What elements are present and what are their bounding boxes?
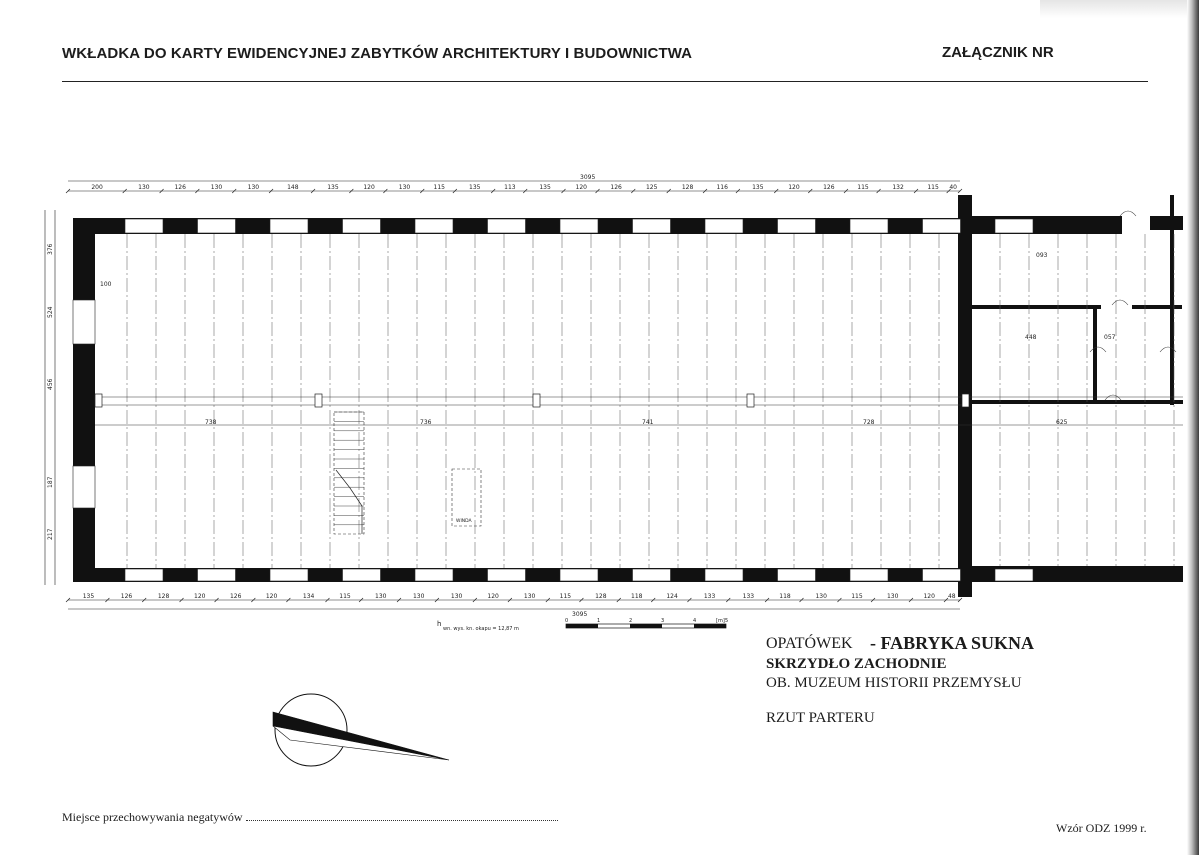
overall-length-top: 3095 [580,174,596,181]
document-title: WKŁADKA DO KARTY EWIDENCYJNEJ ZABYTKÓW ARCHITEKTURY I BUDOWNICTWA [62,45,693,62]
form-version-label: Wzór ODZ 1999 r. [1056,821,1147,835]
dim-top-value: 130 [398,184,411,191]
dim-bottom-value: 126 [229,593,242,600]
north-window [560,219,598,233]
dim-top-value: 130 [247,184,260,191]
dim-bottom-value: 118 [631,593,643,600]
annex-room-wall [969,305,1101,309]
dim-bottom-value: 130 [412,593,425,600]
dim-bottom-value: 134 [302,593,315,600]
dim-bottom-value: 128 [157,593,170,600]
dim-top-value: 115 [857,184,869,191]
dim-top-value: 115 [433,184,446,191]
south-window [923,569,961,581]
left-dim-value: 187 [47,476,54,488]
negatives-storage-label: Miejsce przechowywania negatywów [62,810,243,824]
dim-bottom-value: 130 [886,593,899,600]
south-window [343,569,381,581]
dim-bottom-value: 48 [947,593,956,600]
south-window [705,569,743,581]
scan-shadow-right [1187,0,1199,855]
scale-tick-label: 3 [661,618,665,624]
bottom-dimension-chain [66,593,962,618]
annex-east-wall [1170,195,1174,405]
door-swing [1090,347,1106,352]
bay-label: 741 [642,419,654,426]
stair-arrow [336,470,362,534]
dim-bottom-value: 118 [779,593,791,600]
north-arrow-icon [273,694,449,766]
scale-tick-label: 1 [597,618,601,624]
column [962,394,969,407]
annex-room-wall-2 [1093,309,1097,401]
dim-top-value: 120 [363,184,375,191]
dim-bottom-value: 124 [666,593,678,600]
dim-bottom-value: 115 [339,593,351,600]
north-window [923,219,961,233]
dim-bottom-value: 128 [595,593,607,600]
dim-bottom-value: 120 [265,593,278,600]
scale-unit: [m] [716,618,725,624]
opening-label: 100 [100,281,112,288]
annex-room-wall-3 [1132,305,1182,309]
dim-top-value: 120 [788,184,800,191]
left-dim-value: 456 [47,378,54,390]
west-wall [73,218,95,582]
north-window [488,219,526,233]
annex-number-label: ZAŁĄCZNIK NR [942,44,1054,61]
room-label: 093 [1036,252,1048,259]
north-window [270,219,308,233]
dim-bottom-value: 115 [559,593,572,600]
negatives-storage-field [246,820,558,821]
dim-top-value: 130 [210,184,223,191]
dim-bottom-value: 133 [703,593,716,600]
scale-tick-label: 5 [725,618,729,624]
title-block-name: - FABRYKA SUKNA [870,633,1035,653]
scale-segment [694,624,726,628]
title-block-view: RZUT PARTERU [766,710,875,726]
bay-label: 728 [863,419,875,426]
dim-top-value: 113 [504,184,516,191]
south-window [778,569,816,581]
dim-top-value: 132 [892,184,904,191]
dim-bottom-value: 126 [120,593,133,600]
title-block-owner: OB. MUZEUM HISTORII PRZEMYSŁU [766,675,1022,691]
title-block-place: OPATÓWEK [766,635,853,652]
dim-top-value: 200 [91,184,103,191]
north-window [850,219,888,233]
dim-top-value: 135 [469,184,481,191]
dim-top-value: 148 [287,184,299,191]
left-dim-value: 376 [47,243,54,255]
height-note-h: h [437,620,442,628]
north-window [633,219,671,233]
lift-shaft [452,469,481,526]
north-window [415,219,453,233]
south-window [488,569,526,581]
dim-bottom-value: 120 [194,593,206,600]
column [95,394,102,407]
column [533,394,540,407]
door-swing [1105,395,1121,400]
scale-tick-label: 4 [693,618,697,624]
dim-top-value: 126 [610,184,622,191]
title-block-wing: SKRZYDŁO ZACHODNIE [766,656,947,672]
north-window [705,219,743,233]
scale-segment [630,624,662,628]
bay-label: 736 [420,419,432,426]
north-window [778,219,816,233]
north-window [198,219,236,233]
overall-length-bottom: 3095 [572,611,588,618]
dim-bottom-value: 115 [851,593,863,600]
scale-tick-label: 0 [565,618,569,624]
annex-north-wall [972,216,1122,234]
plan-static-geometry [73,195,1183,597]
dim-top-value: 126 [823,184,835,191]
dim-top-value: 135 [327,184,339,191]
dim-top-value: 130 [138,184,150,191]
west-window [73,300,95,344]
left-dim-value: 524 [47,306,54,318]
dim-top-value: 125 [645,184,658,191]
dim-top-value: 135 [752,184,764,191]
scale-bar [565,618,728,628]
dim-bottom-value: 120 [923,593,935,600]
dim-bottom-value: 135 [82,593,95,600]
column [315,394,322,407]
height-note-text: wn. wys. kn. okapu = 12,87 m [443,626,519,632]
dim-top-value: 120 [575,184,587,191]
room-label: 057 [1104,334,1116,341]
dim-bottom-value: 133 [742,593,755,600]
left-dim-value: 217 [47,528,54,540]
dim-top-value: 115 [927,184,939,191]
west-window [73,466,95,508]
bay-label: 738 [205,419,217,426]
lift-label: WINDA [456,519,472,524]
scale-segment [566,624,598,628]
north-window [995,219,1033,233]
bay-label: 625 [1056,419,1068,426]
top-dimension-chain [66,174,962,193]
dim-top-value: 128 [681,184,694,191]
south-window [270,569,308,581]
column [747,394,754,407]
door-swing [1120,211,1136,216]
dim-top-value: 116 [716,184,728,191]
dim-top-value: 135 [539,184,551,191]
south-window [560,569,598,581]
north-arrow-needle-light [273,726,449,760]
annex-corridor-wall [969,400,1183,404]
north-window [343,219,381,233]
room-label: 448 [1025,334,1037,341]
south-window [125,569,163,581]
north-window [125,219,163,233]
dim-bottom-value: 130 [375,593,387,600]
dim-bottom-value: 120 [487,593,499,600]
staircase [334,412,364,534]
south-window [198,569,236,581]
annex-partition [966,305,969,567]
south-window [995,569,1033,581]
annex-north-wall-2 [1150,216,1183,230]
south-window [415,569,453,581]
dim-bottom-value: 130 [450,593,463,600]
door-swing [1112,300,1128,305]
dim-bottom-value: 130 [523,593,536,600]
left-dimension-chain [45,210,55,585]
south-window [850,569,888,581]
south-window [633,569,671,581]
scale-tick-label: 2 [629,618,633,624]
dim-top-value: 40 [949,184,957,191]
dim-bottom-value: 130 [815,593,827,600]
dim-top-value: 126 [174,184,186,191]
